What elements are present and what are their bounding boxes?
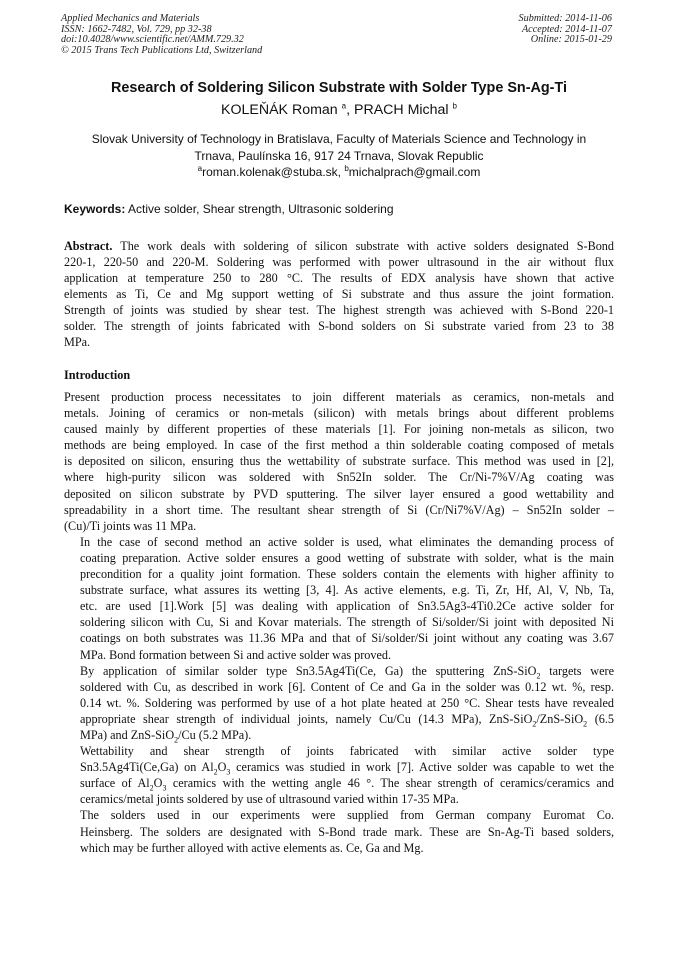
email-b: michalprach@gmail.com (348, 165, 481, 179)
journal-copyright: © 2015 Trans Tech Publications Ltd, Switzerland (61, 44, 263, 56)
text-run: targets were (540, 663, 614, 678)
text-run: ceramics was studied in work [7]. Active solder was capable to wet the (230, 760, 614, 775)
text-run: ceramics with the wetting angle 46 °. The shear strength of ceramics/ceramics and (166, 776, 614, 791)
text-run: O (153, 776, 163, 791)
subscript: 2 (536, 671, 541, 681)
body-line: caused mainly by different properties of these materials [1]. For joining non-metals as silicon, two (64, 422, 614, 437)
text-run: Sn3.5Ag4Ti(Ce,Ga) on Al (80, 760, 214, 775)
author-1: KOLEŇÁK Roman (220, 102, 338, 118)
date-submitted: Submitted: 2014-11-06 (518, 13, 612, 24)
journal-name: Applied Mechanics and Materials (61, 13, 200, 24)
abstract-text: The work deals with soldering of silicon substrate with active solders designated S-Bond (112, 239, 614, 253)
subscript: 2 (532, 719, 537, 729)
journal-info (61, 14, 262, 56)
email-a: roman.kolenak@stuba.sk, (202, 165, 345, 179)
body-line: ceramics/metal joints soldered by use of ultrasound varied within 17-35 MPa. (80, 792, 459, 807)
body-line (64, 663, 614, 679)
body-line: is deposited on silicon, ensuring thus the wettability of substrate surface. This method was used in [2], (64, 454, 614, 469)
body-line: substrate surface, what assures its wetting [3, 4]. As active elements, e.g. Ti, Zr, Hf, Al, V, Nb, Ta, (80, 583, 614, 598)
body-line: methods are being employed. In case of the first method a thin solderable coating composed of metals (64, 438, 614, 453)
body-line (64, 727, 614, 743)
subscript: 2 (149, 783, 154, 793)
body-line (64, 775, 614, 791)
body-line: spreadability in a short time. The resultant shear strength of Si (Cr/Ni7%V/Ag) – Sn52In solder – (64, 502, 614, 517)
body-line: Wettability and shear strength of joints fabricated with similar active solder type (80, 744, 614, 759)
body-line: In the case of second method an active solder is used, what eliminates the demanding process of (80, 534, 614, 549)
section-heading-introduction: Introduction (64, 368, 131, 382)
subscript: 2 (174, 735, 179, 745)
body-line: (Cu)/Ti joints was 11 MPa. (64, 518, 197, 533)
abstract-line: MPa. (64, 335, 91, 349)
abstract-line: Strength of joints was studied by shear test. The highest strength was achieved with S-Bond 220-1 (64, 303, 614, 317)
text-run: (6.5 (587, 711, 614, 726)
journal-issn: ISSN: 1662-7482, Vol. 729, pp 32-38 (61, 23, 212, 35)
affiliation: Slovak University of Technology in Bratislava, Faculty of Materials Science and Technology in Trnava, Paulínska 16, 917 24 Trnava, Slovak Republic (91, 132, 587, 163)
body-line (64, 759, 614, 775)
body-line: coatings on both substrates was 11.36 MPa and that of Si/solder/Si joint without any coating was 3.67 (80, 631, 614, 646)
journal-doi: doi:10.4028/www.scientific.net/AMM.729.32 (61, 34, 244, 46)
paragraph (64, 534, 614, 663)
paragraph (64, 743, 614, 807)
author-emails (40, 165, 638, 179)
author-1-sup: a (341, 101, 347, 111)
text-run: MPa) and ZnS-SiO (80, 727, 175, 742)
abstract-line (64, 238, 614, 254)
email-sup-b: b (344, 164, 349, 173)
body-line: coating preparation. Active solder ensures a good wetting of substrate with solder, what is the main (80, 550, 614, 565)
submission-dates (519, 14, 612, 46)
keywords-text: Active solder, Shear strength, Ultrasonic soldering (125, 202, 394, 216)
date-online: Online: 2015-01-29 (530, 34, 612, 46)
abstract (64, 238, 614, 350)
text-run: By application of similar solder type Sn3.5Ag4Ti(Ce, Ga) the sputtering ZnS-SiO (80, 663, 537, 678)
abstract-line: solder. The strength of joints fabricated with S-bond solders on Si substrate varied from 23 to 38 (64, 319, 614, 333)
text-run: /Cu (5.2 MPa). (178, 727, 252, 742)
body-line: MPa. Bond formation between Si and active solder was proved. (80, 647, 392, 662)
text-run: appropriate shear strength of individual joints, namely Cu/Cu (14.3 MPa), ZnS-SiO (80, 711, 533, 726)
body-line: etc. are used [1].Work [5] was dealing with application of Sn3.5Ag3-4Ti0.2Ce active solder for (80, 599, 614, 614)
body-line: which may be further alloyed with active elements as. Ce, Ga and Mg. (80, 840, 424, 855)
author-separator: , (346, 102, 354, 118)
body-line: soldered with Cu, as described in work [6]. Content of Ce and Ga in the solder was 0.12 wt. %, resp. (80, 679, 614, 694)
paragraph (64, 663, 614, 743)
body-line: soldering silicon with Cu, Si and Kovar materials. The strength of Si/solder/Si joint with deposited Ni (80, 615, 614, 630)
keywords-label: Keywords: (64, 202, 126, 216)
author-2-sup: b (452, 101, 457, 111)
paragraph (64, 807, 614, 855)
subscript: 2 (213, 767, 218, 777)
body-line: where high-purity silicon was soldered with Sn52In solder. The Cr/Ni-7%V/Ag coating was (64, 470, 614, 485)
abstract-line: elements as Ti, Ce and Mg support wetting of Si substrate and thus assure the joint formation. (64, 287, 614, 301)
text-run: /ZnS-SiO (536, 711, 584, 726)
subscript: 3 (226, 767, 231, 777)
introduction-body (64, 389, 614, 856)
paper-title: Research of Soldering Silicon Substrate with Solder Type Sn-Ag-Ti (110, 80, 568, 96)
author-list (40, 102, 638, 118)
text-run: O (217, 760, 227, 775)
abstract-line: application at temperature 250 to 280 °C. The results of EDX analysis have shown that active (64, 271, 614, 285)
subscript: 2 (583, 719, 588, 729)
abstract-label: Abstract. (64, 239, 113, 253)
author-2: PRACH Michal (353, 102, 449, 118)
keywords (64, 202, 394, 216)
body-line: The solders used in our experiments were supplied from German company Euromat Co. (80, 808, 614, 823)
paragraph (64, 389, 614, 534)
body-line: Heinsberg. The solders are designated with S-Bond trade mark. These are Sn-Ag-Ti based solders, (80, 824, 614, 839)
date-accepted: Accepted: 2014-11-07 (521, 23, 612, 35)
body-line: Present production process necessitates to join different materials as ceramics, non-metals and (64, 390, 614, 404)
abstract-line: 220-1, 220-50 and 220-M. Soldering was performed with power ultrasound in the air without flux (64, 255, 614, 269)
text-run: surface of Al (80, 776, 150, 791)
body-line: precondition for a quality joint formation. These solders contain the elements with higher affinity to (80, 567, 614, 582)
body-line: metals. Joining of ceramics or non-metals (silicon) with metals brings about different problems (64, 406, 614, 421)
subscript: 3 (162, 783, 167, 793)
email-sup-a: a (197, 164, 203, 173)
body-line: 0.14 wt. %. Soldering was performed by use of a hot plate heated at 250 °C. Shear tests have revealed (80, 695, 614, 710)
body-line: deposited on silicon substrate by PVD sputtering. The silver layer ensured a good wettability and (64, 486, 614, 501)
body-line (64, 711, 614, 727)
